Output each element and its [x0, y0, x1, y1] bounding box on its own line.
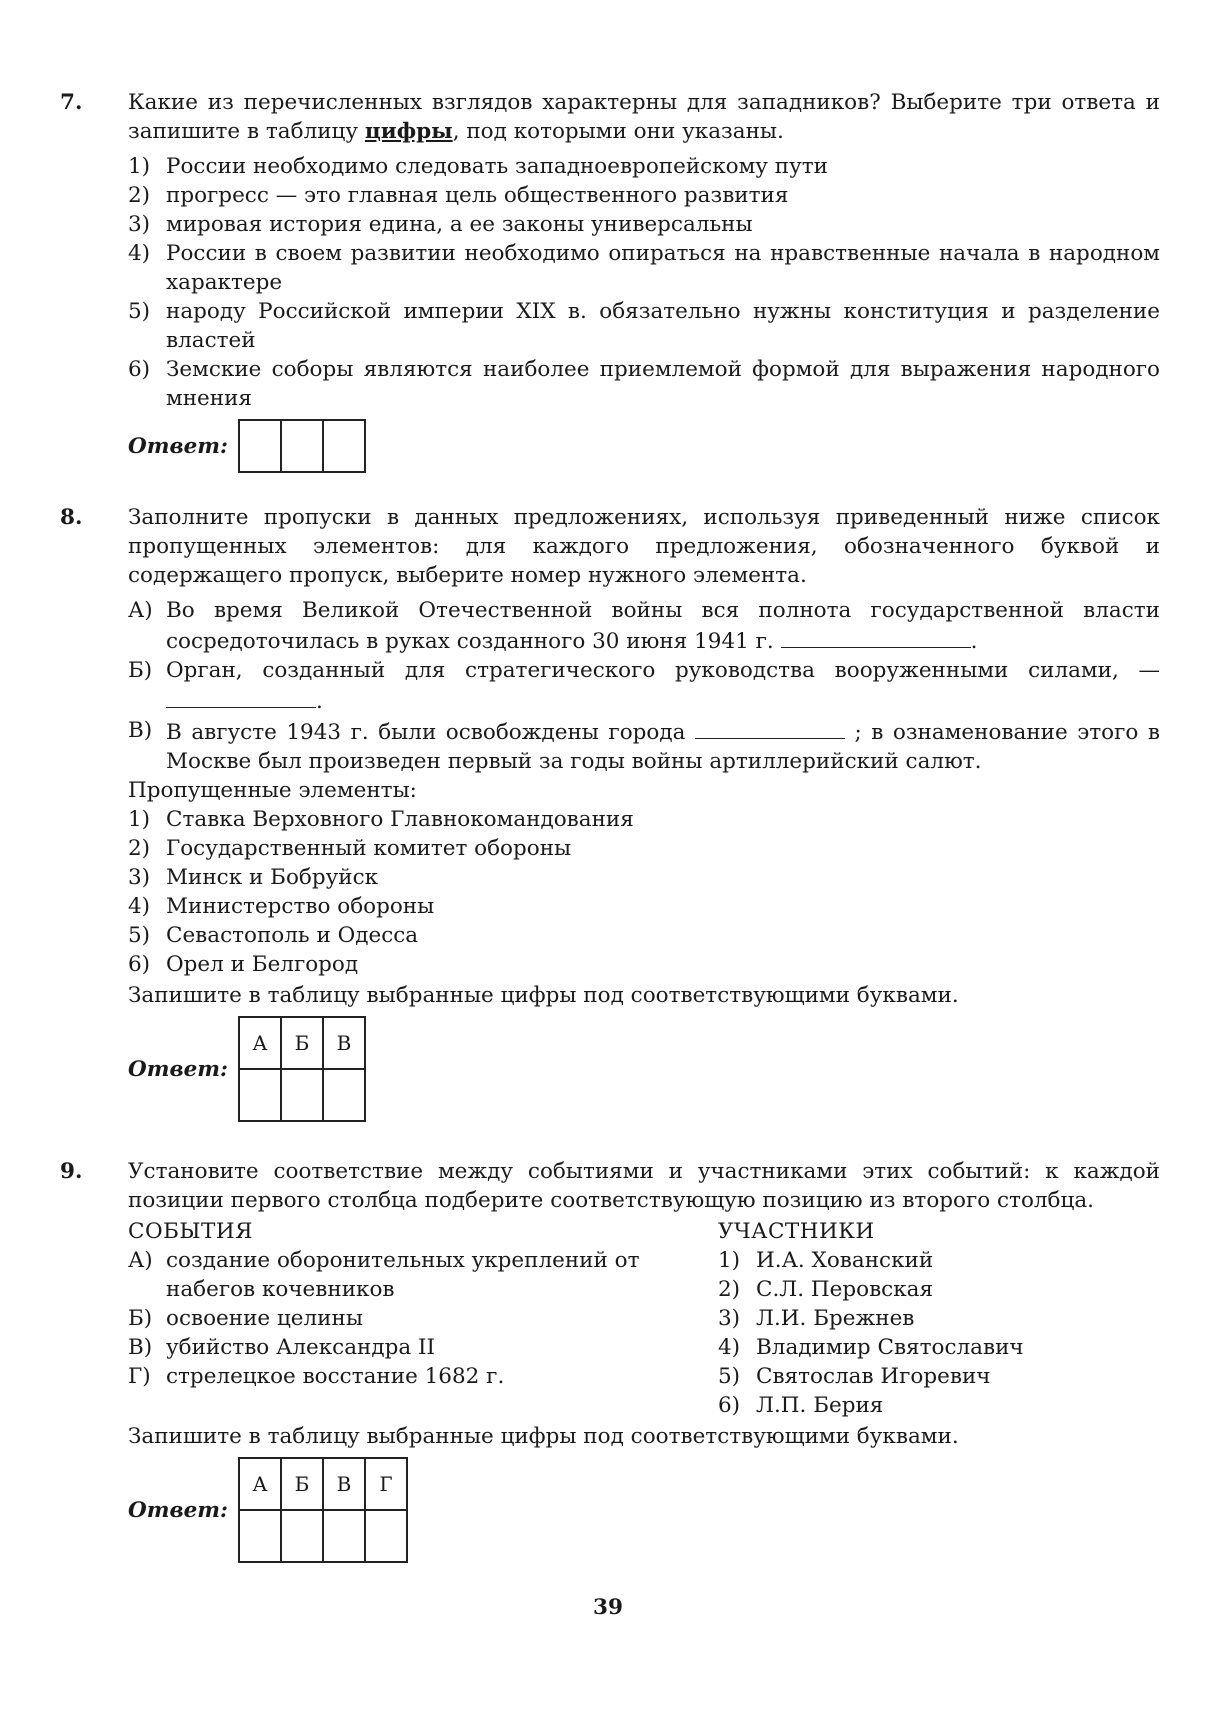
list-item: 2) С.Л. Перовская — [718, 1277, 934, 1302]
answer-cell[interactable] — [281, 420, 323, 472]
page-number: 39 — [593, 1595, 623, 1620]
list-item: 5) Севастополь и Одесса — [128, 923, 419, 948]
answer-label: Ответ: — [128, 1056, 228, 1082]
column-header: В — [323, 1458, 365, 1510]
answer-table — [238, 419, 366, 473]
answer-cell[interactable] — [239, 1069, 281, 1121]
list-item: 3) Минск и Бобруйск — [128, 865, 379, 890]
answer-cell[interactable] — [323, 420, 365, 472]
list-item: 2) прогресс — это главная цель общественного развития — [128, 183, 789, 208]
list-item: 1) Ставка Верховного Главнокомандования — [128, 807, 634, 832]
list-item: 6) Земские соборы являются наиболее приемлемой формой для выражения народного мнения — [128, 357, 1160, 411]
list-item: 4) Владимир Святославич — [718, 1335, 1024, 1360]
matching-columns — [128, 1217, 1160, 1420]
instruction: Запишите в таблицу выбранные цифры под соответствующими буквами. — [128, 983, 959, 1008]
list-item: 2) Государственный комитет обороны — [128, 836, 572, 861]
list-item: 1) И.А. Хованский — [718, 1248, 934, 1273]
task-number: 8. — [60, 505, 83, 530]
list-item: 6) Л.П. Берия — [718, 1393, 884, 1418]
answer-cell[interactable] — [281, 1510, 323, 1562]
answer-row — [128, 1016, 1160, 1122]
sentence-a: А) Во время Великой Отечественной войны вся полнота государственной власти сосредоточилась в руках созданного 30 июня 1941 г. . — [128, 598, 1160, 654]
list-item: Г) стрелецкое восстание 1682 г. — [128, 1364, 505, 1389]
list-item: 1) России необходимо следовать западноевропейскому пути — [128, 154, 828, 179]
answer-row — [128, 1457, 1160, 1563]
column-header: Б — [281, 1458, 323, 1510]
list-item: Б) освоение целины — [128, 1306, 363, 1331]
answer-cell[interactable] — [323, 1069, 365, 1121]
answer-cell[interactable] — [239, 1510, 281, 1562]
emphasis: цифры — [364, 119, 453, 144]
answer-cell[interactable] — [365, 1510, 407, 1562]
list-item: 3) Л.И. Брежнев — [718, 1306, 915, 1331]
list-item: 5) народу Российской империи XIX в. обязательно нужны конституция и разделение властей — [128, 299, 1160, 353]
sentences-list — [128, 596, 1160, 776]
answer-row — [128, 419, 1160, 473]
missing-elements-title: Пропущенные элементы: — [128, 778, 417, 803]
task-8-intro: Заполните пропуски в данных предложениях, используя приведенный ниже список пропущенных элементов: для каждого предложения, обозначенного буквой и содержащего пропуск, выберите номер нужного элемента. — [128, 505, 1160, 588]
task-9-intro: Установите соответствие между событиями и участниками этих событий: к каждой позиции первого столбца подберите соответствующую позицию из второго столбца. — [128, 1159, 1160, 1213]
sentence-b: Б) Орган, созданный для стратегического руководства вооруженными силами, — . — [128, 658, 1160, 714]
answer-cell[interactable] — [239, 420, 281, 472]
task-9 — [60, 1157, 1160, 1563]
task-7 — [60, 88, 1160, 473]
answer-table — [238, 1457, 408, 1563]
events-column — [128, 1217, 718, 1420]
blank-field[interactable] — [781, 625, 971, 648]
list-item: 3) мировая история едина, а ее законы универсальны — [128, 212, 753, 237]
elements-list — [128, 805, 1160, 979]
blank-field[interactable] — [695, 716, 845, 739]
column-header: А — [239, 1458, 281, 1510]
list-item: 4) Министерство обороны — [128, 894, 435, 919]
task-number: 9. — [60, 1159, 83, 1184]
answer-table — [238, 1016, 366, 1122]
participants-column — [718, 1217, 1160, 1420]
task-8 — [60, 503, 1160, 1122]
answer-cell[interactable] — [281, 1069, 323, 1121]
column-title: УЧАСТНИКИ — [718, 1219, 875, 1244]
answer-cell[interactable] — [323, 1510, 365, 1562]
answer-label: Ответ: — [128, 433, 228, 459]
instruction: Запишите в таблицу выбранные цифры под соответствующими буквами. — [128, 1424, 959, 1449]
column-header: В — [323, 1017, 365, 1069]
column-header: Б — [281, 1017, 323, 1069]
list-item: 5) Святослав Игоревич — [718, 1364, 991, 1389]
list-item: 4) России в своем развитии необходимо опираться на нравственные начала в народном характере — [128, 241, 1160, 295]
column-title: СОБЫТИЯ — [128, 1219, 253, 1244]
list-item: 6) Орел и Белгород — [128, 952, 359, 977]
options-list — [128, 152, 1160, 413]
answer-label: Ответ: — [128, 1497, 228, 1523]
list-item: А) создание оборонительных укреплений от набегов кочевников — [128, 1248, 640, 1302]
blank-field[interactable] — [166, 685, 316, 708]
sentence-c: В) В августе 1943 г. были освобождены города ; в ознаменование этого в Москве был произведен первый за годы войны артиллерийский салют. — [128, 718, 1160, 774]
column-header: Г — [365, 1458, 407, 1510]
task-number: 7. — [60, 90, 83, 115]
list-item: В) убийство Александра II — [128, 1335, 436, 1360]
task-7-question: Какие из перечисленных взглядов характерны для западников? Выберите три ответа и запишите в таблицу цифры, под которыми они указаны. — [128, 90, 1160, 144]
column-header: А — [239, 1017, 281, 1069]
